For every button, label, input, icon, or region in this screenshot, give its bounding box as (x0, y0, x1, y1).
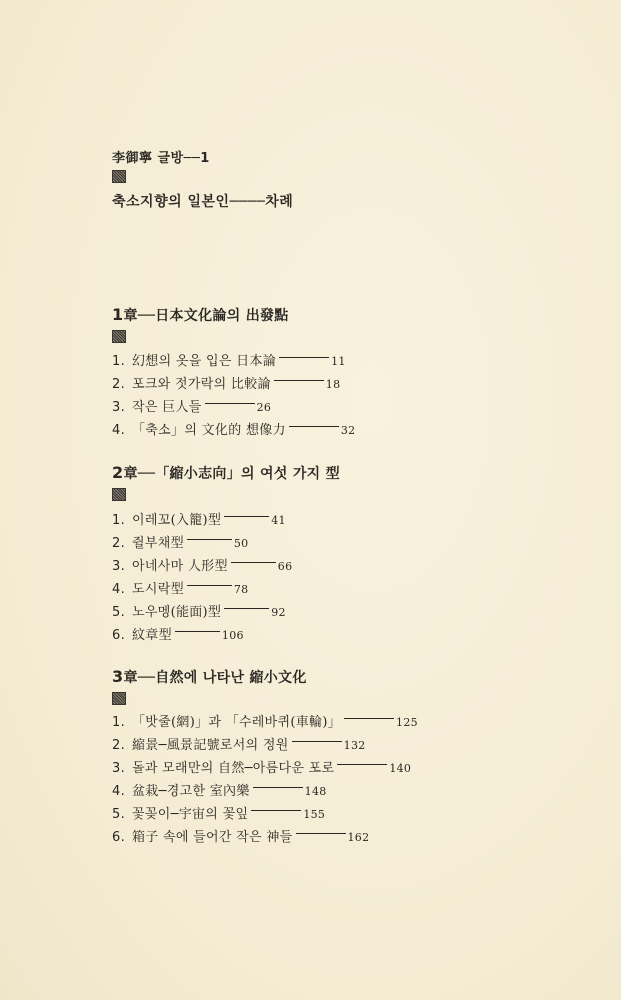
item-index: 6. (112, 830, 126, 845)
list-item (112, 350, 346, 369)
dot-leader (292, 741, 342, 742)
item-page: 125 (396, 716, 418, 729)
dot-leader (296, 833, 346, 834)
dot-leader (205, 403, 255, 404)
list-item (112, 555, 292, 574)
item-index: 5. (112, 807, 126, 822)
dot-leader (253, 787, 303, 788)
list-item (112, 373, 340, 392)
item-title: 돌과 모래만의 自然─아름다운 포로 (132, 761, 335, 776)
dot-leader (175, 631, 220, 632)
item-index: 4. (112, 784, 126, 799)
chapter-1-heading (112, 305, 289, 325)
item-index: 3. (112, 761, 126, 776)
item-page: 132 (343, 739, 366, 752)
item-title: 幻想의 옷을 입은 日本論 (132, 354, 277, 369)
item-page: 92 (271, 606, 286, 619)
item-index: 1. (112, 513, 126, 528)
list-item (112, 624, 244, 643)
dot-leader (289, 426, 339, 427)
book-title: 축소지향의 일본인────차례 (112, 194, 294, 210)
item-title: 도시락型 (132, 582, 184, 597)
item-title: 盆栽─경고한 室內樂 (132, 784, 250, 799)
dot-leader (251, 810, 301, 811)
list-item (112, 734, 366, 753)
dot-leader (224, 608, 269, 609)
item-page: 155 (303, 808, 326, 821)
item-page: 106 (221, 629, 244, 642)
list-item (112, 711, 418, 730)
list-item (112, 757, 411, 776)
chapter-number: 2 (112, 463, 124, 482)
ornament-icon (112, 170, 126, 183)
item-title: 노우멩(能面)型 (132, 605, 222, 620)
list-item (112, 601, 286, 620)
series-label: 李御寧 글방──1 (112, 151, 210, 166)
item-title: 쥘부채型 (132, 536, 184, 551)
item-index: 2. (112, 738, 126, 753)
item-index: 4. (112, 582, 126, 597)
item-index: 1. (112, 354, 126, 369)
item-page: 50 (233, 537, 249, 550)
chapter-number: 1 (112, 305, 124, 324)
item-page: 66 (277, 560, 293, 573)
ornament-icon (112, 488, 126, 501)
item-index: 3. (112, 559, 126, 574)
dot-leader (279, 357, 329, 358)
item-title: 포크와 젓가락의 比較論 (132, 377, 271, 392)
item-index: 5. (112, 605, 126, 620)
item-page: 26 (256, 401, 272, 414)
item-index: 4. (112, 423, 126, 438)
ornament-icon (112, 330, 126, 343)
dot-leader (231, 562, 276, 563)
dot-leader (224, 516, 269, 517)
item-page: 11 (331, 355, 346, 368)
item-title: 아네사마 人形型 (132, 559, 228, 574)
item-page: 148 (304, 785, 327, 798)
item-title: 紋章型 (132, 628, 172, 643)
chapter-2-heading (112, 463, 340, 483)
item-title: 「밧줄(網)」과 「수레바퀴(車輪)」 (132, 715, 342, 730)
dot-leader (344, 718, 394, 719)
item-page: 140 (389, 762, 412, 775)
list-item (112, 803, 325, 822)
chapter-number: 3 (112, 667, 124, 686)
list-item (112, 532, 248, 551)
dot-leader (337, 764, 387, 765)
item-page: 18 (325, 378, 341, 391)
list-item (112, 396, 271, 415)
list-item (112, 578, 248, 597)
item-title: 꽃꽂이─宇宙의 꽃잎 (132, 807, 249, 822)
chapter-3-heading (112, 667, 307, 687)
dot-leader (187, 539, 232, 540)
dot-leader (187, 585, 232, 586)
item-index: 1. (112, 715, 126, 730)
item-title: 箱子 속에 들어간 작은 神들 (132, 830, 293, 845)
item-page: 78 (233, 583, 249, 596)
item-index: 2. (112, 536, 126, 551)
list-item (112, 419, 355, 438)
item-index: 6. (112, 628, 126, 643)
chapter-title: 章──「縮小志向」의 여섯 가지 型 (123, 466, 340, 482)
chapter-title: 章──日本文化論의 出發點 (123, 308, 289, 324)
list-item (112, 780, 327, 799)
item-index: 3. (112, 400, 126, 415)
list-item (112, 826, 369, 845)
item-page: 41 (271, 514, 286, 527)
chapter-title: 章──自然에 나타난 縮小文化 (123, 670, 307, 686)
ornament-icon (112, 692, 126, 705)
item-title: 작은 巨人들 (132, 400, 202, 415)
item-index: 2. (112, 377, 126, 392)
item-page: 162 (347, 831, 370, 844)
item-title: 「축소」의 文化的 想像力 (132, 423, 286, 438)
item-title: 이레꼬(入籠)型 (132, 513, 222, 528)
item-page: 32 (340, 424, 356, 437)
item-title: 縮景─風景記號로서의 정원 (132, 738, 289, 753)
list-item (112, 509, 286, 528)
dot-leader (274, 380, 324, 381)
